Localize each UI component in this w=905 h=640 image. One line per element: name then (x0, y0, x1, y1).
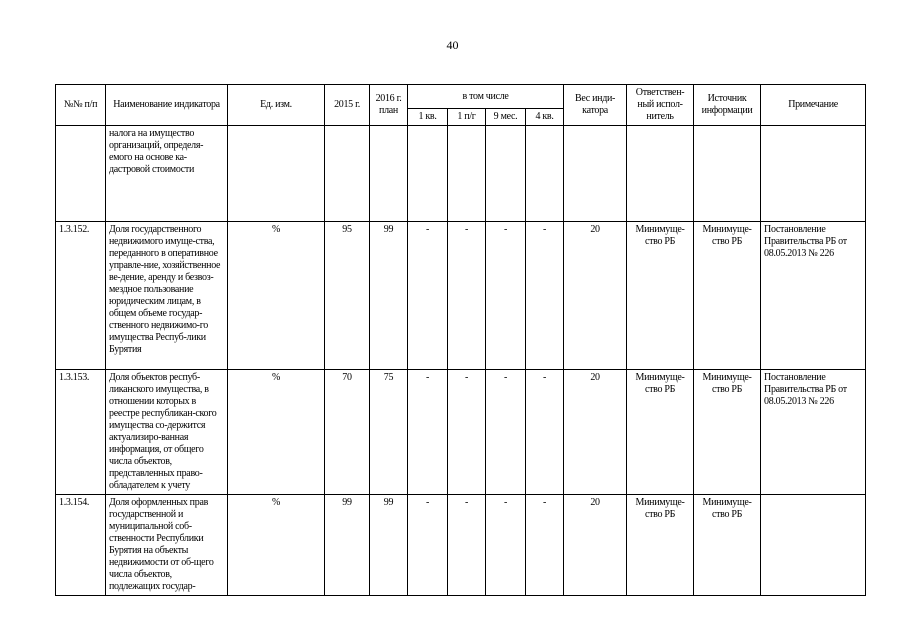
cell-q4: - (526, 370, 564, 495)
page-number: 40 (446, 38, 459, 52)
cell-weight (564, 126, 627, 222)
cell-2015: 95 (325, 222, 370, 370)
cell-h1 (448, 126, 486, 222)
cell-h1: - (448, 370, 486, 495)
cell-q4 (526, 126, 564, 222)
table-row (56, 495, 866, 596)
cell-q1: - (408, 370, 448, 495)
cell-name: Доля государственного недвижимого имуще-ства, переданного в оперативное управле-ние, хозяйственное ве-дение, аренду и безвоз-мездное пользование юридическим лицам, в общем объеме государ-ственного недвижимо-го имущества Респуб-лики Бурятия (106, 222, 228, 370)
cell-name: налога на имущество организаций, определя-емого на основе ка-дастровой стоимости (106, 126, 228, 222)
cell-2016: 99 (370, 222, 408, 370)
cell-9m: - (486, 495, 526, 596)
cell-h1: - (448, 495, 486, 596)
cell-responsible: Минимуще-ство РБ (627, 495, 694, 596)
header-including: в том числе (408, 85, 564, 109)
cell-name: Доля оформленных прав государственной и муниципальной соб-ственности Республики Бурятия на объекты недвижимости от об-щего числа объектов, подлежащих государ- (106, 495, 228, 596)
cell-note (761, 495, 866, 596)
cell-unit: % (228, 370, 325, 495)
cell-weight: 20 (564, 370, 627, 495)
cell-2015 (325, 126, 370, 222)
cell-q1: - (408, 222, 448, 370)
cell-num (56, 126, 106, 222)
cell-9m (486, 126, 526, 222)
cell-unit (228, 126, 325, 222)
cell-2016: 99 (370, 495, 408, 596)
header-row (56, 85, 866, 109)
cell-2015: 99 (325, 495, 370, 596)
cell-unit: % (228, 222, 325, 370)
cell-responsible (627, 126, 694, 222)
cell-9m: - (486, 222, 526, 370)
cell-num: 1.3.154. (56, 495, 106, 596)
cell-weight: 20 (564, 495, 627, 596)
header-note: Примечание (761, 85, 866, 126)
cell-source (694, 126, 761, 222)
cell-note: Постановление Правительства РБ от 08.05.2013 № 226 (761, 222, 866, 370)
cell-2016: 75 (370, 370, 408, 495)
cell-unit: % (228, 495, 325, 596)
cell-note (761, 126, 866, 222)
cell-source: Минимуще-ство РБ (694, 370, 761, 495)
header-q4: 4 кв. (526, 109, 564, 126)
header-2015: 2015 г. (325, 85, 370, 126)
table-row-continuation (56, 126, 866, 222)
header-unit: Ед. изм. (228, 85, 325, 126)
indicators-table (55, 84, 866, 596)
cell-name: Доля объектов респуб-ликанского имущества, в отношении которых в реестре республикан-ского имущества со-держится актуализиро-ванная информация, от общего числа объектов, представленных право-обладателем к учету (106, 370, 228, 495)
cell-responsible: Минимуще-ство РБ (627, 370, 694, 495)
cell-2015: 70 (325, 370, 370, 495)
header-name: Наименование индикатора (106, 85, 228, 126)
header-h1: 1 п/г (448, 109, 486, 126)
header-source: Источник информации (694, 85, 761, 126)
cell-weight: 20 (564, 222, 627, 370)
table-row (56, 370, 866, 495)
cell-responsible: Минимуще-ство РБ (627, 222, 694, 370)
cell-note: Постановление Правительства РБ от 08.05.2013 № 226 (761, 370, 866, 495)
cell-q4: - (526, 495, 564, 596)
cell-q4: - (526, 222, 564, 370)
cell-h1: - (448, 222, 486, 370)
table-row (56, 222, 866, 370)
cell-source: Минимуще-ство РБ (694, 222, 761, 370)
header-weight: Вес инди-катора (564, 85, 627, 126)
cell-num: 1.3.152. (56, 222, 106, 370)
header-num: №№ п/п (56, 85, 106, 126)
header-responsible: Ответствен-ный испол-нитель (627, 85, 694, 126)
cell-2016 (370, 126, 408, 222)
cell-q1: - (408, 495, 448, 596)
header-q1: 1 кв. (408, 109, 448, 126)
header-9m: 9 мес. (486, 109, 526, 126)
cell-source: Минимуще-ство РБ (694, 495, 761, 596)
cell-num: 1.3.153. (56, 370, 106, 495)
cell-q1 (408, 126, 448, 222)
header-2016: 2016 г. план (370, 85, 408, 126)
cell-9m: - (486, 370, 526, 495)
